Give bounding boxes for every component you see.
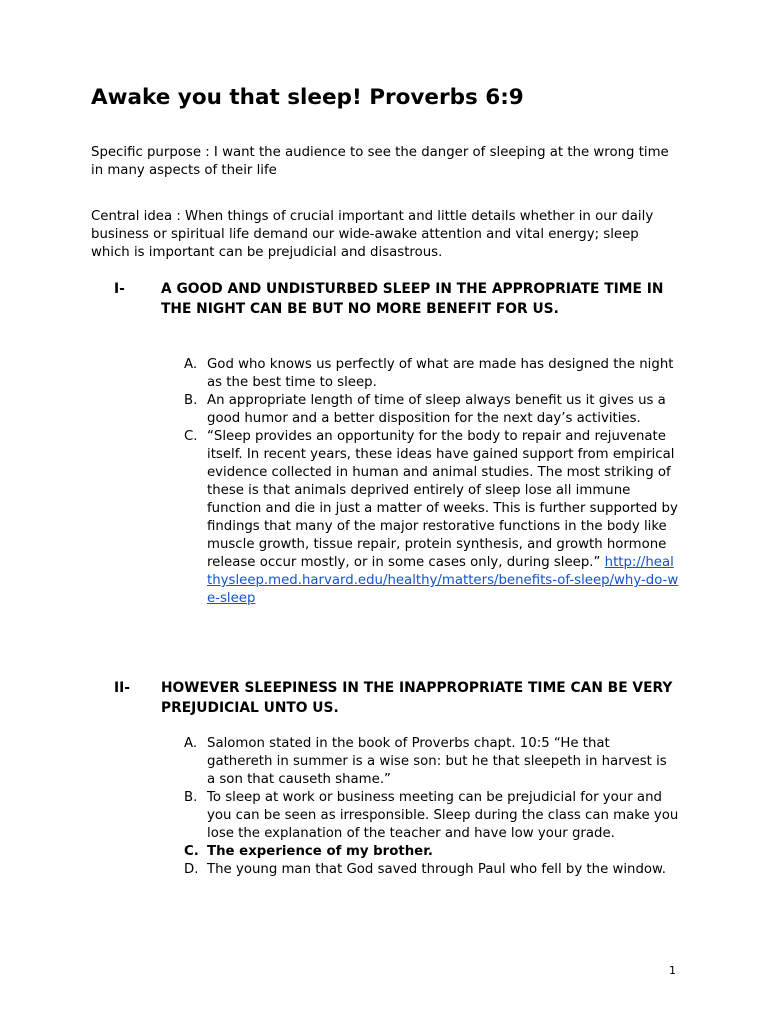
- section-number: II-: [114, 680, 130, 696]
- section-number: I-: [114, 281, 125, 297]
- list-item-text: Salomon stated in the book of Proverbs chapt. 10:5 “He that gathereth in summer is a wise son: but he that sleepeth in harvest is a son that causeth shame.”: [207, 736, 667, 787]
- list-marker: D.: [184, 862, 199, 877]
- section-1-list: [184, 356, 679, 608]
- list-marker: A.: [184, 357, 198, 372]
- section-heading-text: HOWEVER SLEEPINESS IN THE INAPPROPRIATE TIME CAN BE VERY PREJUDICIAL UNTO US.: [161, 680, 673, 716]
- central-idea: Central idea : When things of crucial important and little details whether in our daily business or spiritual life demand our wide-awake attention and vital energy; sleep which is important can be prejudicial and disastrous.: [91, 209, 654, 260]
- list-item-text: The young man that God saved through Paul who fell by the window.: [207, 862, 666, 877]
- list-item-text: An appropriate length of time of sleep always benefit us it gives us a good humor and a better disposition for the next day’s activities.: [207, 393, 666, 426]
- list-item-text: “Sleep provides an opportunity for the body to repair and rejuvenate itself. In recent years, these ideas have gained support from empirical evidence collected in human and animal studies. The most striking of these is that animals deprived entirely of sleep lose all immune function and die in just a matter of weeks. This is further supported by findings that many of the major restorative functions in the body like muscle growth, tissue repair, protein synthesis, and growth hormone release occur mostly, or in some cases only, during sleep.”: [207, 429, 678, 570]
- list-item: [184, 861, 679, 879]
- specific-purpose: Specific purpose : I want the audience to see the danger of sleeping at the wrong time in many aspects of their life: [91, 145, 669, 178]
- document-title: Awake you that sleep! Proverbs 6:9: [91, 85, 524, 110]
- list-marker: B.: [184, 790, 198, 805]
- list-item-text: God who knows us perfectly of what are made has designed the night as the best time to sleep.: [207, 357, 674, 390]
- section-heading-text: A GOOD AND UNDISTURBED SLEEP IN THE APPROPRIATE TIME IN THE NIGHT CAN BE BUT NO MORE BENEFIT FOR US.: [161, 281, 664, 317]
- list-item: [184, 356, 679, 392]
- source-link[interactable]: http://healthysleep.med.harvard.edu/healthy/matters/benefits-of-sleep/why-do-we-sleep: [207, 555, 679, 606]
- list-item-text: To sleep at work or business meeting can be prejudicial for your and you can be seen as irresponsible. Sleep during the class can make you lose the explanation of the teacher and have low your grade.: [207, 790, 679, 841]
- section-heading-2: [114, 679, 674, 718]
- section-heading-1: [114, 280, 674, 319]
- list-item: [184, 843, 679, 861]
- list-marker: C.: [184, 429, 198, 444]
- list-item: [184, 735, 679, 789]
- list-item: [184, 392, 679, 428]
- list-item: [184, 789, 679, 843]
- list-item: [184, 428, 679, 608]
- list-marker: A.: [184, 736, 198, 751]
- section-2-list: [184, 735, 679, 879]
- list-marker: B.: [184, 393, 198, 408]
- list-marker: C.: [184, 844, 199, 859]
- page-number: 1: [669, 964, 676, 977]
- list-item-text: The experience of my brother.: [207, 844, 433, 859]
